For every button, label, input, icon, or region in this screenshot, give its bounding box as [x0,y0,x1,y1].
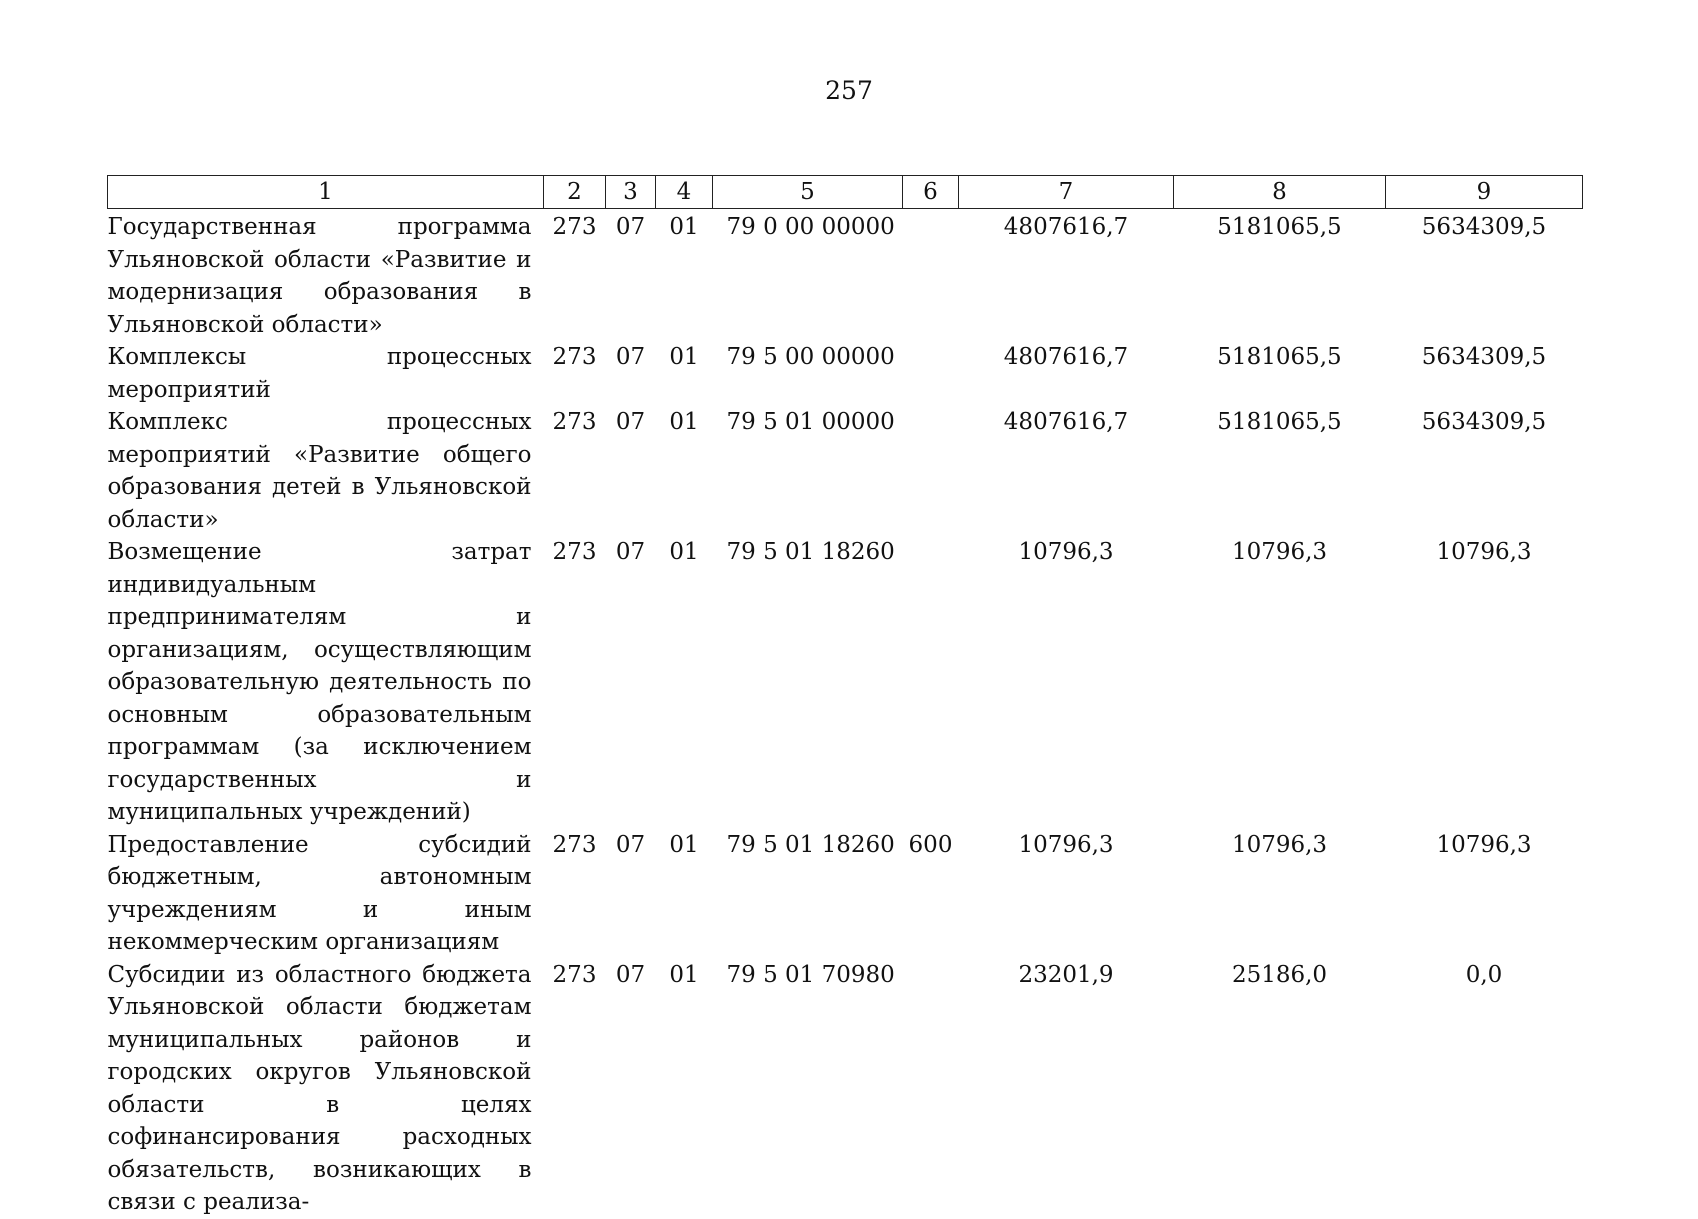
cell-admin-code: 273 [552,409,597,435]
table-row [108,209,1583,342]
row-name: Предоставление субсидий бюджетным, автономным учреждениям и иным некоммерческим организациям [107,831,532,955]
cell-section: 07 [615,831,646,858]
cell-amount-year3: 5634309,5 [1421,344,1547,370]
row-name: Комплексы процессных мероприятий [107,344,532,403]
cell-amount-year3: 5634309,5 [1421,409,1547,435]
cell-expense-type [903,209,959,342]
cell-expense-type [903,536,959,829]
cell-admin-code: 273 [552,961,597,988]
table-row [108,829,1583,959]
cell-subsection: 01 [669,961,699,988]
header-cell: 8 [1174,176,1386,209]
row-name: Субсидии из областного бюджета Ульяновской области бюджетам муниципальных районов и городских округов Ульяновской области в целях софинансирования расходных обязательств, возникающих в связи с реализа- [107,961,532,1215]
row-name: Комплекс процессных мероприятий «Развитие общего образования детей в Ульяновской области» [107,409,532,533]
cell-amount-year2: 10796,3 [1231,539,1328,565]
table-row [108,959,1583,1219]
cell-target-code: 79 5 01 00000 [726,409,895,435]
cell-amount-year1: 4807616,7 [1003,344,1129,370]
cell-target-code: 79 5 01 18260 [726,539,895,565]
cell-admin-code: 273 [552,344,597,370]
cell-amount-year2: 5181065,5 [1217,344,1342,370]
cell-expense-type [903,406,959,536]
cell-target-code: 79 5 00 00000 [726,344,895,370]
cell-subsection: 01 [669,409,699,435]
budget-table [107,175,1583,1219]
header-cell: 5 [713,176,903,209]
header-cell: 4 [656,176,713,209]
cell-target-code: 79 0 00 00000 [726,214,895,240]
cell-subsection: 01 [669,344,699,370]
table-row [108,536,1583,829]
cell-amount-year3: 10796,3 [1436,831,1532,858]
header-cell: 3 [606,176,656,209]
row-name: Возмещение затрат индивидуальным предпринимателям и организациям, осуществляющим образовательную деятельность по основным образовательным программам (за исключением государственных и муниципальных учреждений) [107,539,532,825]
header-cell: 6 [903,176,959,209]
cell-amount-year2: 25186,0 [1231,961,1328,988]
page-number: 257 [825,76,873,105]
cell-admin-code: 273 [552,539,597,565]
header-cell: 1 [108,176,544,209]
cell-target-code: 79 5 01 70980 [726,961,895,988]
cell-amount-year3: 5634309,5 [1421,214,1547,240]
cell-amount-year2: 5181065,5 [1217,409,1342,435]
header-cell: 2 [544,176,606,209]
header-cell: 9 [1386,176,1583,209]
cell-amount-year1: 10796,3 [1018,539,1114,565]
cell-section: 07 [615,409,646,435]
cell-amount-year3: 10796,3 [1436,539,1532,565]
table-row [108,341,1583,406]
cell-amount-year1: 4807616,7 [1003,214,1129,240]
cell-admin-code: 273 [552,214,597,240]
cell-amount-year3: 0,0 [1465,961,1503,988]
cell-section: 07 [615,344,646,370]
cell-section: 07 [615,214,646,240]
header-row [108,176,1583,209]
cell-subsection: 01 [669,214,699,240]
header-cell: 7 [959,176,1174,209]
cell-subsection: 01 [669,539,699,565]
row-name: Государственная программа Ульяновской области «Развитие и модернизация образования в Ульяновской области» [107,214,532,338]
cell-amount-year1: 23201,9 [1018,961,1114,988]
table-row [108,406,1583,536]
cell-admin-code: 273 [552,831,597,858]
cell-amount-year2: 10796,3 [1231,831,1328,858]
cell-target-code: 79 5 01 18260 [726,831,895,858]
cell-expense-type [903,341,959,406]
cell-expense-type: 600 [908,831,953,858]
cell-amount-year1: 4807616,7 [1003,409,1129,435]
cell-subsection: 01 [669,831,699,858]
cell-section: 07 [615,961,646,988]
cell-amount-year2: 5181065,5 [1217,214,1342,240]
cell-amount-year1: 10796,3 [1018,831,1114,858]
cell-section: 07 [615,539,646,565]
cell-expense-type [903,959,959,1219]
